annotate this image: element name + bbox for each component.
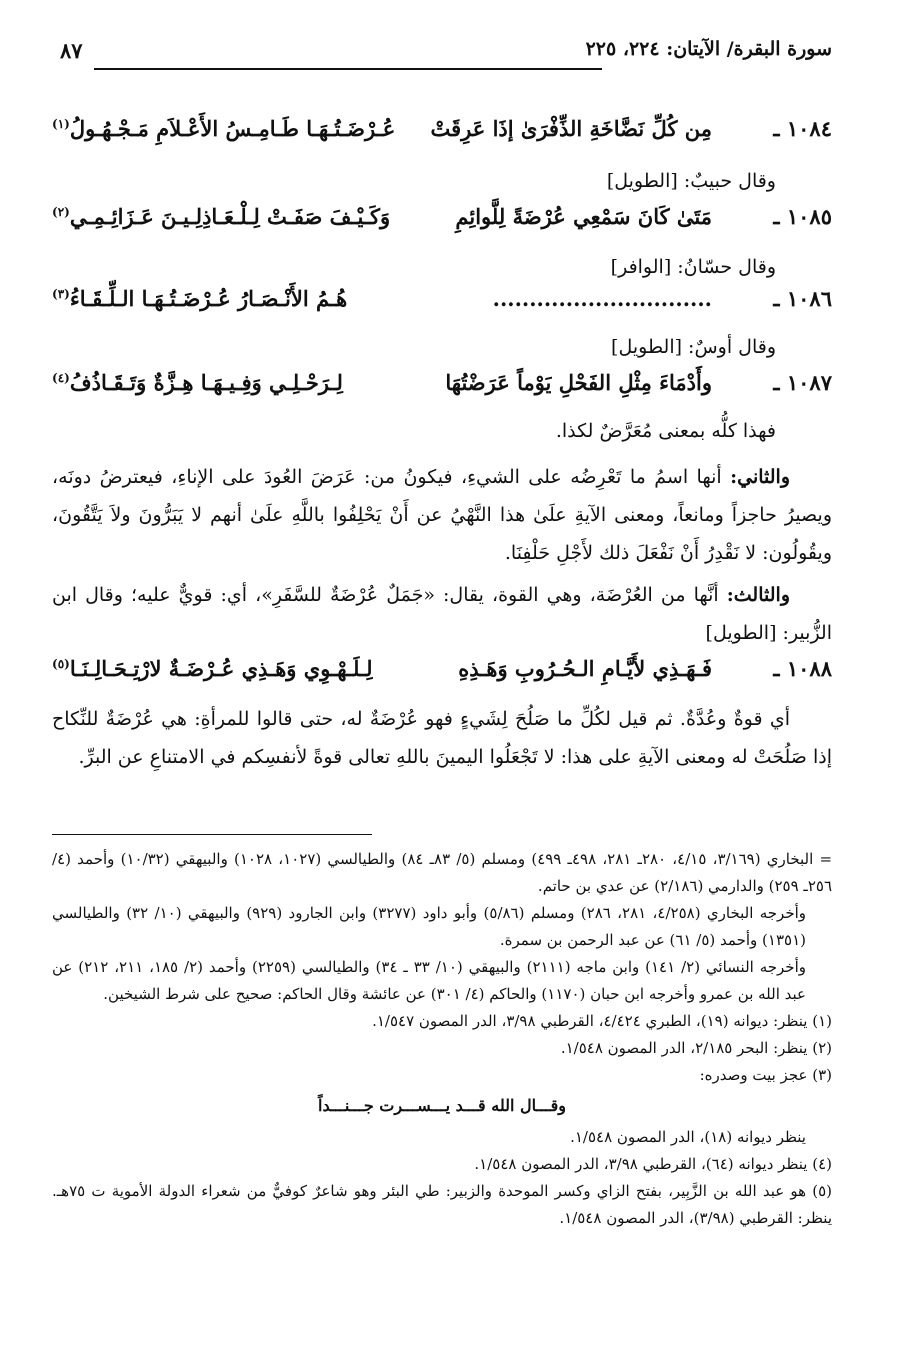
- header-rule: [94, 68, 602, 70]
- verse-1084: [52, 116, 832, 156]
- footnote-3: (٣) عجز بيت وصدره:: [699, 1066, 832, 1084]
- verse-number: ١٠٨٦ ـ: [773, 286, 832, 311]
- page-number: ٨٧: [60, 38, 83, 63]
- paragraph-lead: والثالث:: [726, 584, 790, 606]
- verse-number: ١٠٨٤ ـ: [773, 116, 832, 141]
- paragraph-third-meaning: والثالث: أنَّها من العُرْضَة، وهي القوة، يقال: «جَمَلٌ عُرْضَةٌ للسَّفَرِ»، أي: قويٌّ عليه؛ وقال ابن الزُّبير: [الطويل]: [52, 584, 832, 644]
- footnote-separator: [52, 834, 372, 835]
- verse-second-hemistich: عُـرْضَـتُـهَـا طَـامِـسُ الأَعْـلاَمِ مَـجْـهُـولُ$^{(١)}$: [52, 116, 396, 141]
- footnote-marker: (٢): [52, 205, 70, 219]
- verse-1087: [52, 370, 832, 410]
- footnote-5: (٥) هو عبد الله بن الزَّبِير، بفتح الزاي وكسر الموحدة والزبير: طي البئر وهو شاعرٌ كوفيٌّ من شعراء الدولة الأموية ت ٧٥هـ. ينظر: القرطبي (٣/٩٨)، الدر المصون ١/٥٤٨.: [52, 1182, 832, 1227]
- verse-number: ١٠٨٧ ـ: [773, 370, 832, 395]
- verse-first-hemistich: مِن كُلِّ نَضَّاخَةِ الذِّفْرَىٰ إذَا عَرِقَتْ: [430, 116, 712, 141]
- verse-first-hemistich: ..............................: [492, 286, 712, 311]
- footnotes: [52, 846, 832, 1232]
- explanation-line: فهذا كلُّه بمعنى مُعَرَّضٌ لكذا.: [555, 420, 776, 442]
- footnote-2: (٢) ينظر: البحر ٢/١٨٥، الدر المصون ١/٥٤٨.: [560, 1039, 832, 1057]
- footnote-marker: (٥): [52, 657, 70, 671]
- verse-number: ١٠٨٨ ـ: [773, 656, 832, 681]
- verse-1086: [52, 286, 832, 326]
- footnote-marker: (١): [52, 117, 70, 131]
- verse-first-hemistich: فَـهَـذِي لأَيَّـامِ الـحُـرُوبِ وَهَـذِهِ: [458, 656, 712, 681]
- footnote-1: (١) ينظر: ديوانه (١٩)، الطبري ٤/٤٢٤، القرطبي ٣/٩٨، الدر المصون ١/٥٤٧.: [372, 1012, 832, 1030]
- verse-1085: [52, 204, 832, 244]
- paragraph-after-1088: أي قوةٌ وعُدَّةٌ. ثم قيل لكُلِّ ما صَلُحَ لِشَيءٍ فهو عُرْضَةٌ له، حتى قالوا للمرأةِ: هي عُرْضَةٌ للنِّكاح إذا صَلُحَتْ له ومعنى الآيةِ على هذا: لا تَجْعَلُوا اليمينَ باللهِ تعالى قوةً لأنفسِكم في الامتناعِ عن البرِّ.: [52, 708, 832, 768]
- meter-note-hassan: وقال حسّانُ: [الوافر]: [610, 256, 776, 278]
- footnote-3-reference: ينظر ديوانه (١٨)، الدر المصون ١/٥٤٨.: [570, 1128, 806, 1146]
- meter-note-habib: وقال حبيبٌ: [الطويل]: [606, 170, 776, 192]
- book-page: [52, 0, 832, 1372]
- verse-1088: [52, 656, 832, 696]
- footnote-3-hemistich: وقـــال الله قـــد يـــســـرت جـــنـــداً: [318, 1096, 566, 1115]
- verse-second-hemistich: لِـلَـهْـوِي وَهَـذِي عُـرْضَـةٌ لارْتِـحَـالِـنَـا$^{(٥)}$: [52, 656, 373, 681]
- verse-second-hemistich: لِـرَحْـلِـي وَفِـيـهَـا هِـزَّةٌ وَتَـقَـاذُفُ$^{(٤)}$: [52, 370, 343, 395]
- footnote-continuation: وأخرجه البخاري (٤/٢٥٨، ٢٨١، ٢٨٦) ومسلم (٥/٨٦) وأبو داود (٣٢٧٧) وابن الجارود (٩٢٩) والبيهقي (١٠/ ٣٢) والطيالسي (١٣٥١) وأحمد (٥/ ٦١) عن عبد الرحمن بن سمرة.: [52, 904, 807, 949]
- verse-number: ١٠٨٥ ـ: [773, 204, 832, 229]
- verse-second-hemistich: هُـمُ الأَنْـصَـارُ عُـرْضَـتُـهَـا الـلِّـقَـاءُ$^{(٣)}$: [52, 286, 348, 311]
- footnote-continuation: وأخرجه النسائي (٢/ ١٤١) وابن ماجه (٢١١١) والبيهقي (١٠/ ٣٣ ـ ٣٤) والطيالسي (٢٢٥٩) وأحمد (٢/ ١٨٥، ٢١١، ٢١٢) عن عبد الله بن عمرو وأخرجه ابن حبان (١١٧٠) والحاكم (٤/ ٣٠١) عن عائشة وقال الحاكم: صحيح على شرط الشيخين.: [52, 958, 806, 1003]
- footnote-marker: (٤): [52, 371, 70, 385]
- verse-first-hemistich: وأَدْمَاءَ مِثْلِ الفَحْلِ يَوْماً عَرَضْتُهَا: [445, 370, 712, 395]
- footnote-marker: (٣): [52, 287, 70, 301]
- footnote-continuation: = البخاري (٣/١٦٩، ٤/١٥، ٢٨٠ـ ٢٨١، ٤٩٨ـ ٤٩٩) ومسلم (٥/ ٨٣ـ ٨٤) والطيالسي (١٠٢٧، ١٠٢٨) والبيهقي (١٠/٣٢) وأحمد (٤/ ٢٥٦ـ ٢٥٩) والدارمي (٢/١٨٦) عن عدي بن حاتم.: [52, 850, 833, 895]
- running-title: سورة البقرة/ الآيتان: ٢٢٤، ٢٢٥: [585, 38, 832, 60]
- paragraph-lead: والثاني:: [730, 466, 790, 488]
- footnote-4: (٤) ينظر ديوانه (٦٤)، القرطبي ٣/٩٨، الدر المصون ١/٥٤٨.: [474, 1155, 832, 1173]
- verse-first-hemistich: مَتَىٰ كَانَ سَمْعِي عُرْضَةً لِلَّوائِمِ: [455, 204, 712, 229]
- paragraph-second-meaning: والثاني: أنها اسمُ ما تَعْرِضُه على الشيءِ، فيكونُ من: عَرَضَ العُودَ على الإناءِ، فيعترضُ دونَه، ويصيرُ حاجزاً ومانعاً، ومعنى الآيةِ علَىٰ هذا النَّهْيُ عن أَنْ يَحْلِفُوا باللَّهِ علَىٰ أنهم لا يَبَرُّونَ ولاَ يَتَّقُونَ، ويقُولُون: لا نَقْدِرُ أَنْ نَفْعَلَ ذلك لأَجْلِ حَلْفِنَا.: [52, 466, 832, 564]
- page-header: [52, 38, 832, 78]
- meter-note-aws: وقال أوسٌ: [الطويل]: [611, 336, 776, 358]
- verse-second-hemistich: وَكَـيْـفَ صَفَـتْ لِـلْـعَـاذِلِـيـنَ عَـزَائِـمِـي$^{(٢)}$: [52, 204, 391, 229]
